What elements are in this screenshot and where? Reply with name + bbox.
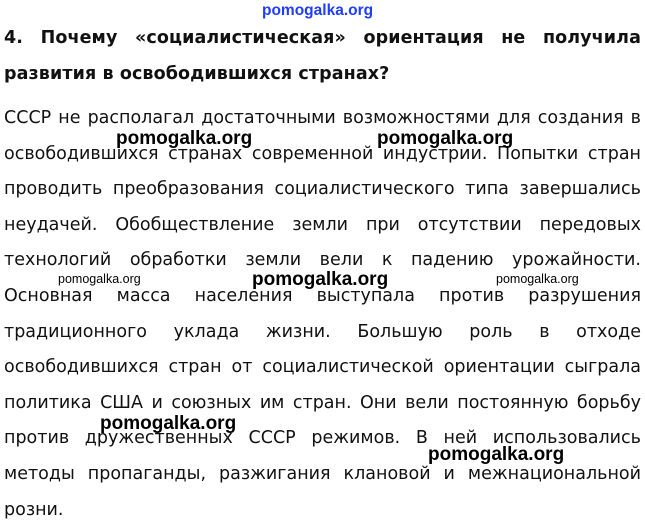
question-heading: 4. Почему «социалистическая» ориентация не получила развития в освободившихся странах? <box>4 28 641 84</box>
watermark-overlay: pomogalka.org <box>377 128 514 149</box>
watermark-overlay: pomogalka.org <box>58 272 141 286</box>
watermark-top: pomogalka.org <box>262 2 374 19</box>
watermark-overlay: pomogalka.org <box>100 413 237 434</box>
watermark-overlay: pomogalka.org <box>428 444 565 465</box>
watermark-overlay: pomogalka.org <box>496 272 579 286</box>
watermark-overlay: pomogalka.org <box>116 128 253 149</box>
watermark-overlay: pomogalka.org <box>252 269 389 290</box>
answer-paragraph: СССР не располагал достаточными возможностями для создания в освободившихся странах современной индустрии. Попытки стран проводить преобразования социалистического типа завершались неудачей. Обобществление земли при отсутствии передовых технологий обработки земли вели к падению урожайности. Основная масса населения выступала против разрушения традиционного уклада жизни. Большую роль в отходе освободившихся стран от социалистической ориентации сыграла политика США и союзных им стран. Они вели постоянную борьбу против дружественных СССР режимов. В ней использовались методы пропаганды, разжигания клановой и межнациональной розни. <box>4 108 641 520</box>
